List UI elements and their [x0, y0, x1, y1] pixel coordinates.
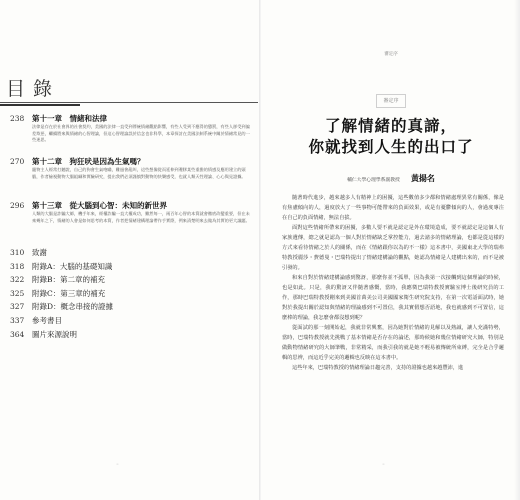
- toc-entry-appendix-c: [10, 287, 250, 301]
- toc-entry-image-credits: [10, 328, 250, 342]
- toc-entry-title: 附錄B：第二章的補充: [32, 275, 106, 285]
- author-affiliation: 輔仁大學心理學系副教授: [347, 178, 400, 183]
- toc-page-number: 364: [10, 329, 25, 339]
- toc-page-number: 318: [10, 261, 25, 271]
- author-byline: [262, 166, 520, 185]
- toc-chapter-summary: 寵物主人經常打聽說，自己的狗會生氣咆嘯，難過會亂叫，這些想像從而延伸到遷移某些重擔的情感及應用建立的頭腦，作者檢視動物大腦組織和實驗研究，提出我們必須謹慎對動物的快樂感受，也就人類天性理論、心心與見證據。: [32, 167, 246, 179]
- right-page: [262, 0, 520, 500]
- toc-page-number: 238: [10, 114, 25, 123]
- toc-page-number: 325: [10, 288, 25, 298]
- toc-appendix-list: [10, 246, 250, 341]
- body-paragraph: 從面試的那一刻開始起，我就非常興奮，因為她對於情緒的見解以及熱誠，讓人充滿特勢，當時，巴瑞特教授就先挑戰了基本情緒是否存在的論述，那時候她和幾位情緒研究大師，特別是做動物情緒研究的大師筆戰，非常精采，而我引我的就是她不輕易被傳統所束縛，完全是合乎邏輯的思辨，而這近乎完美的邏輯也反映在這本書中。: [282, 325, 504, 361]
- page-edge: [514, 0, 520, 500]
- toc-page-number: 337: [10, 315, 25, 325]
- toc-entry-title: 致謝: [32, 248, 47, 257]
- preface-title-line2: 你就找到人生的出口了: [308, 137, 474, 156]
- toc-entry-appendix-a: [10, 260, 250, 274]
- running-head: 審定序: [384, 52, 398, 57]
- toc-chapter-summary: 法律是存在於社會界的社會契約，美國的法律一直受到傳統情緒觀點影響，有些人受到不應得的懲罰，有些人卻受到偏差欺惡，繼續將來與情緒的心智理論，但這心智理論誤於信念也非科學，本章探討在美國法制系統中關於情緒常見的一些迷思。: [32, 124, 250, 143]
- toc-chapter-title: 第十三章 從大腦到心智：未知的新世界: [32, 201, 167, 210]
- page-folio-mark: ◦: [116, 462, 119, 468]
- toc-entry-appendix-b: [10, 273, 250, 287]
- toc-entry-appendix-d: [10, 300, 250, 314]
- body-paragraph: 和來自對於情緒建構論感到驚訝，那麼你並不孤單，因為我第一次接觸到這個理論的時候，也是如此。只是，我的驚訝又伴隨著感慨，當時，我應徵巴瑞特教授實驗室博士後研究員的工作，那時巴瑞特教授剛來到美國首萬美公司美國國家衛生研究院支持，在第一次電話面試時，她對於我提出關於認知與情緒的理論感到不可置信，我其實假想否語地，我也就感到不可置信，這麼棒的理論，我怎麼會都沒想到呢？: [282, 275, 504, 321]
- preface-body: [282, 193, 504, 373]
- toc-rule-accent: [0, 104, 80, 106]
- author-name: 黃揚名: [410, 173, 435, 183]
- toc-entry-title: 附錄C：第三章的補充: [32, 288, 106, 298]
- toc-chapter-title: 第十二章 狗狂吠是因為生氣嗎？: [32, 157, 145, 166]
- toc-title: 目 錄: [6, 78, 54, 100]
- toc-chapter-summary: 人類的大腦是詐騙大師，機手年來，經權詐騙一直大權成功，難然每一，兩百年心智的本質就會徹底改變重要，但在未來幾年之下，情緒的人會是如何思考的本質，作者把情緒建構理論帶作手實際，例來清楚明來去做為其實的更大議題。: [32, 211, 250, 223]
- toc-rule: [0, 102, 258, 103]
- toc-page-number: 327: [10, 302, 25, 312]
- body-paragraph: 面對這些情緒所帶來的困擾，多數人要不就是認定是外在環境造成，要不就認定是這個人有家族遺傳，總之就是認為一個人對於情緒缺乏掌控能力，過去諸多的情緒理論，也都是從這樣的方式來看待情緒之於人的關係，而在《情緒跟你以為的不一樣》這本書中，美國東北大學的瑞弗特教授麗莎・費德曼・巴瑞特提出了情緒建構論的觀點，她認為情緒是人建構出來的，而不是被引發的。: [282, 225, 504, 271]
- toc-chapter-title: 第十一章 情緒和法律: [32, 114, 107, 123]
- toc-page-number: 322: [10, 275, 25, 285]
- toc-chapter-11: [10, 114, 250, 144]
- left-page: [0, 0, 258, 500]
- toc-chapter-12: [10, 157, 250, 180]
- body-paragraph: 這些年來，巴瑞特教授的情緒理論日趨完善，支持的證據也越來越豐沛，進: [292, 365, 464, 371]
- toc-entry-acknowledgments: [10, 246, 250, 260]
- toc-page-number: 270: [10, 157, 25, 166]
- toc-chapter-13: [10, 201, 250, 224]
- body-paragraph: 隨著時代進步，越來越多人有精神上的困擾，這些數值多少都和情緒處理異常有關係，像是有焦慮傾向的人，過度放大了一些事物可能帶來的負面效果，或是有憂鬱傾向的人，會過度專注在自己的負面情緒，無法自拔。: [282, 195, 504, 221]
- preface-title-line1: 了解情緒的真諦，: [324, 116, 457, 135]
- toc-page-number: 296: [10, 201, 25, 210]
- toc-entry-title: 附錄A：大腦的基礎知識: [32, 261, 113, 271]
- page-folio-mark: ◦: [382, 462, 385, 468]
- book-gutter: [259, 0, 261, 500]
- toc-entry-bibliography: [10, 314, 250, 328]
- toc-entry-title: 圖片來源說明: [32, 329, 77, 339]
- toc-entry-title: 參考書目: [32, 315, 62, 325]
- toc-page-number: 310: [10, 248, 25, 257]
- section-badge: 審定序: [376, 94, 406, 108]
- toc-entry-title: 附錄D：概念串接的證據: [32, 302, 114, 312]
